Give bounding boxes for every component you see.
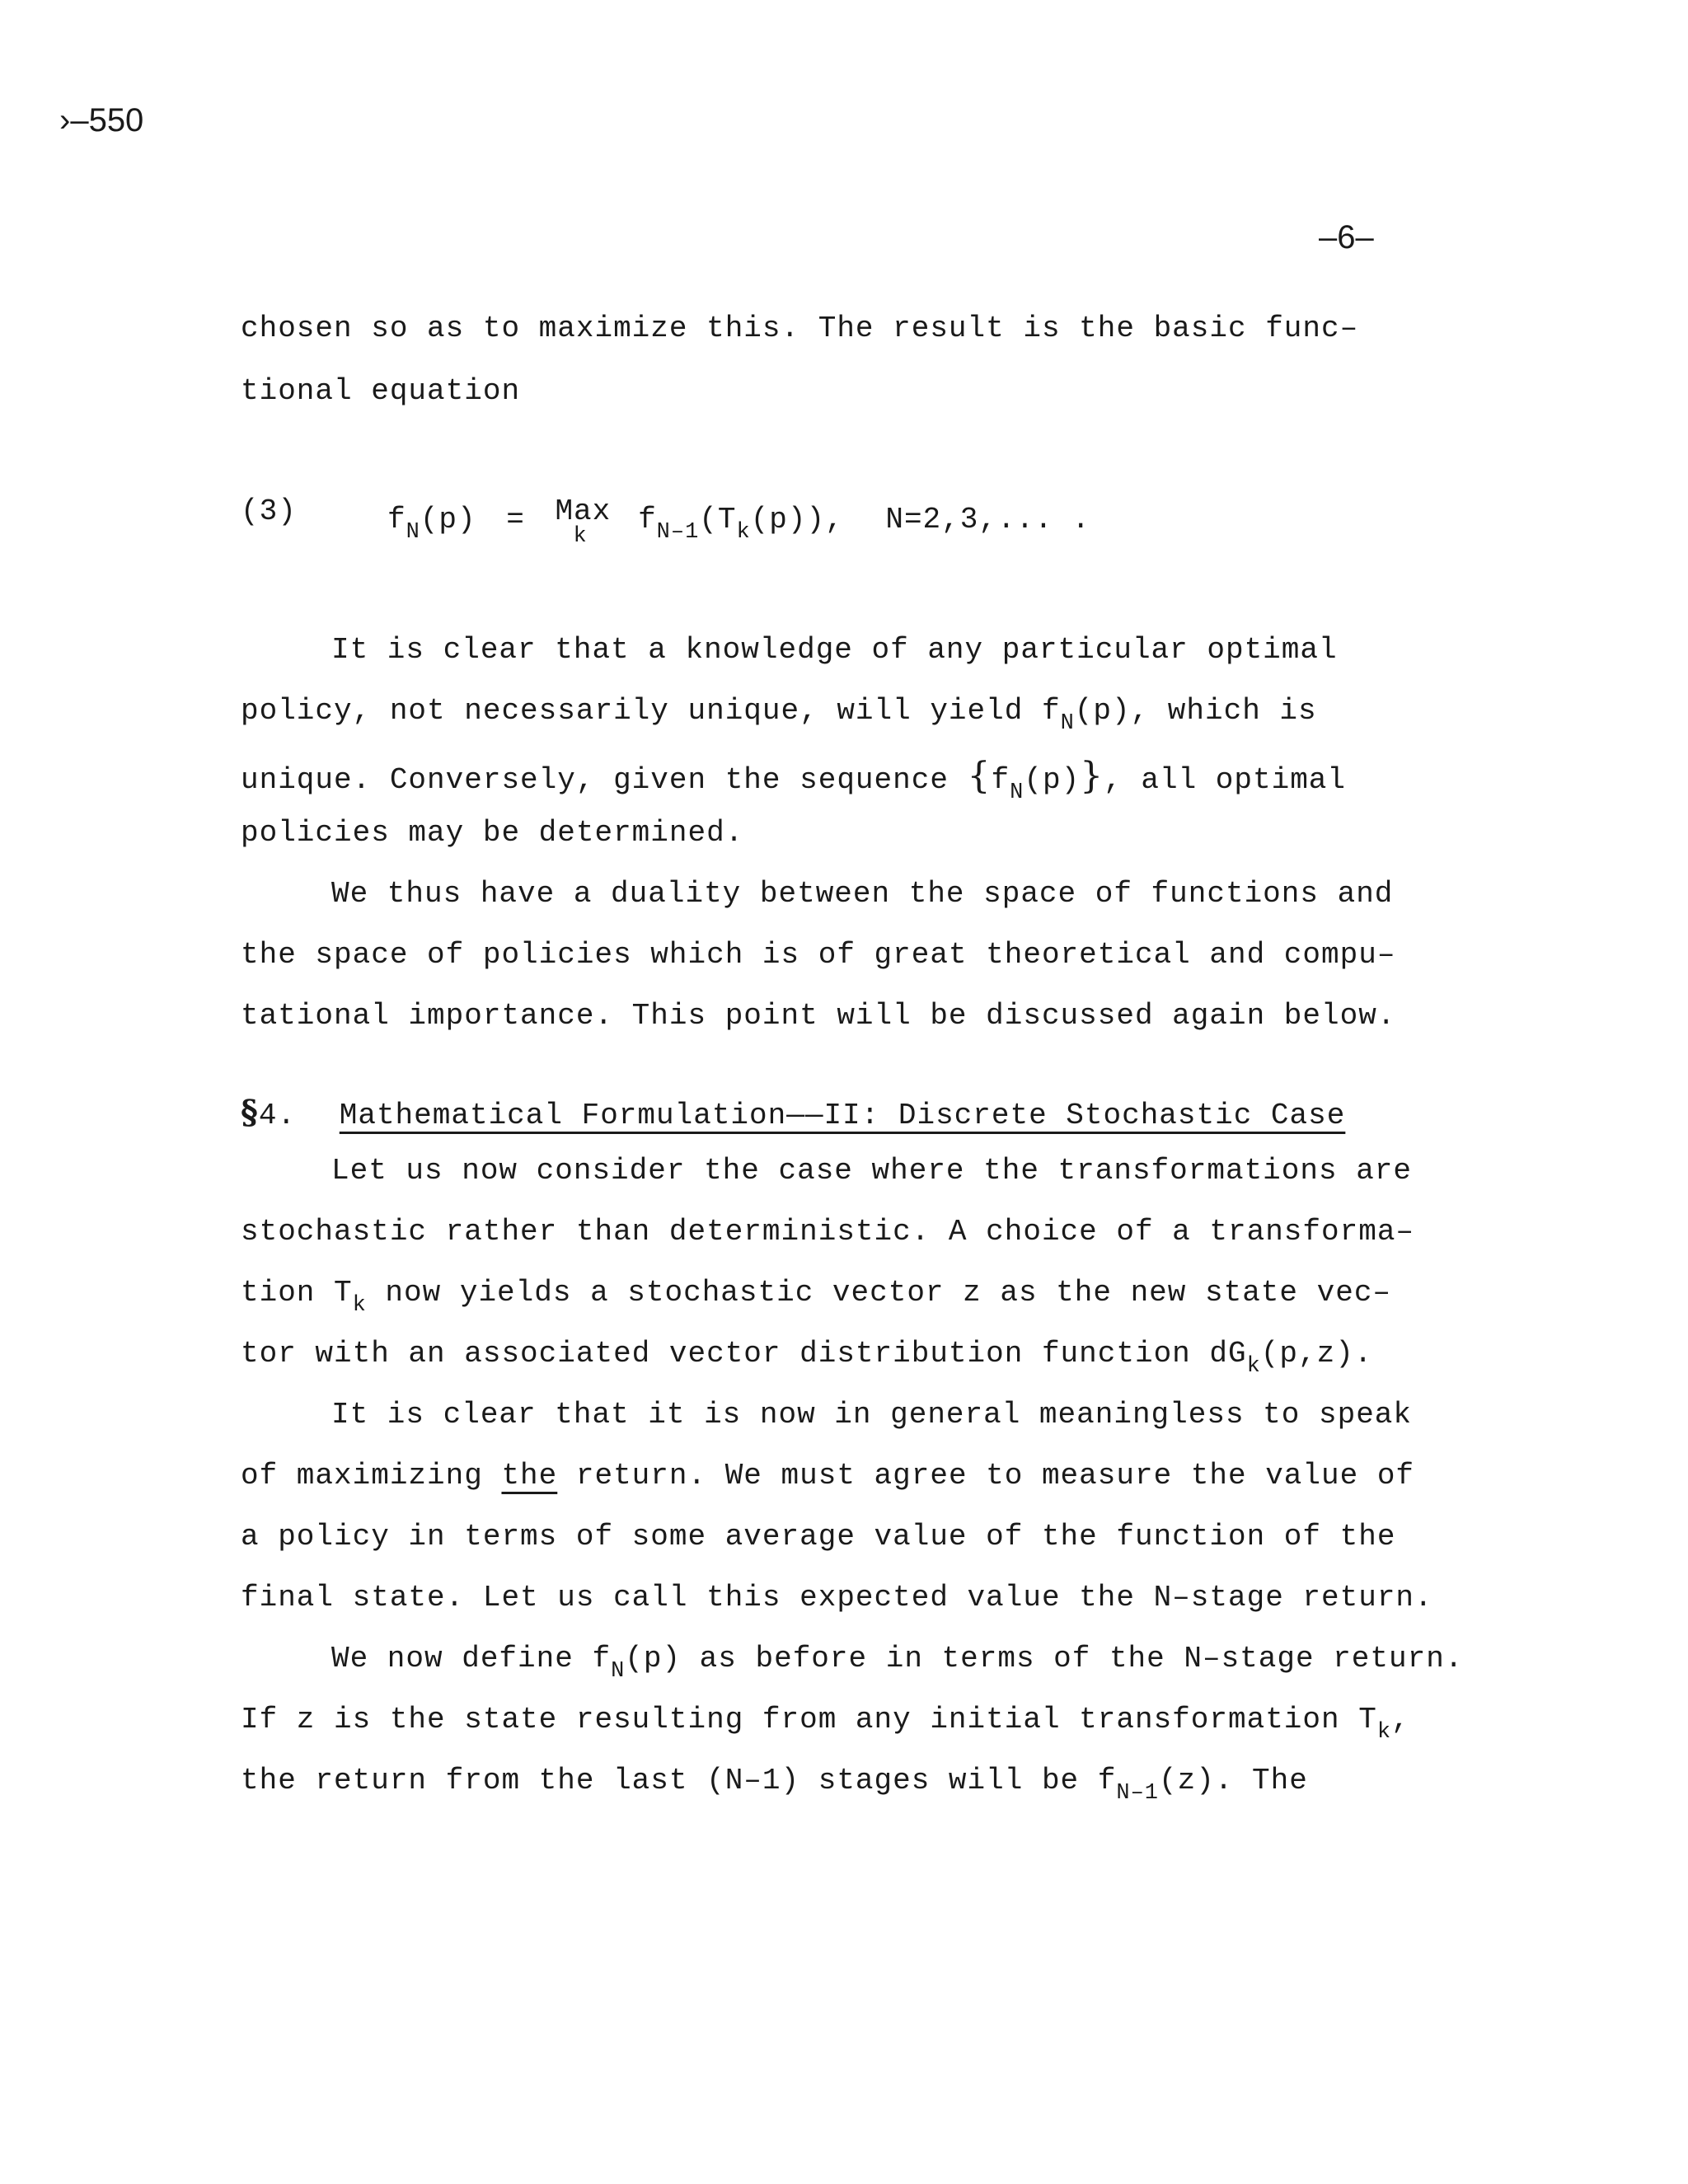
text-line: tion $T_k$ now yields a stochastic vector z as the new state vec–: [241, 1276, 1392, 1318]
brace-open: {: [967, 755, 992, 797]
max-operator: [555, 494, 619, 549]
eq-rhs-open: (T: [699, 503, 737, 537]
document-id: ›–550: [59, 102, 144, 138]
section-number: 4.: [258, 1099, 297, 1132]
text-line: We now define $f_N(p)$ as before in terms of the N–stage return.: [331, 1642, 1464, 1684]
text-line: unique. Conversely, given the sequence $\{f_N(p)\}$, all optimal: [241, 755, 1347, 805]
eq-lhs-arg: (p): [420, 503, 476, 537]
text-line: If z is the state resulting from any initial transformation $T_k$,: [241, 1703, 1410, 1745]
text-line: tor with an associated vector distribution function $dG_k(p,z)$.: [241, 1337, 1373, 1379]
text-line: final state. Let us call this expected value the N–stage return.: [241, 1581, 1433, 1615]
equation-label: (3): [241, 494, 297, 528]
eq-rhs-f: f: [638, 503, 657, 537]
eq-rhs-close: (p)),: [750, 503, 844, 537]
text-line: policy, not necessarily unique, will yield $f_N(p)$, which is: [241, 694, 1317, 736]
text-line: tational importance. This point will be discussed again below.: [241, 999, 1396, 1033]
max-label: Max: [555, 494, 612, 528]
text-line: It is clear that it is now in general meaningless to speak: [331, 1398, 1413, 1432]
text-line: chosen so as to maximize this. The result is the basic func–: [241, 312, 1359, 345]
section-title: Mathematical Formulation——II: Discrete Stochastic Case: [339, 1099, 1346, 1132]
text-line: policies may be determined.: [241, 816, 744, 850]
text-line: We thus have a duality between the space of functions and: [331, 877, 1394, 911]
eq-equals: =: [506, 503, 525, 537]
section-symbol: §: [241, 1093, 259, 1132]
section-heading: [241, 1093, 1345, 1132]
eq-lhs-sub: N: [406, 520, 420, 545]
text-line: the return from the last (N–1) stages will be $f_{N-1}(z)$. The: [241, 1764, 1308, 1806]
text-line: a policy in terms of some average value of the function of the: [241, 1520, 1396, 1554]
emphasized-the: the: [501, 1459, 558, 1493]
text-line: the space of policies which is of great theoretical and compu–: [241, 938, 1396, 972]
eq-range: N=2,3,... .: [885, 503, 1090, 537]
max-sub: k: [573, 524, 588, 549]
eq-rhs-t-sub: k: [736, 520, 751, 545]
functional-equation: [387, 494, 1090, 549]
text-line: of maximizing the return. We must agree to measure the value of: [241, 1459, 1415, 1493]
text-line: stochastic rather than deterministic. A choice of a transforma–: [241, 1215, 1415, 1249]
text-line: It is clear that a knowledge of any particular optimal: [331, 633, 1338, 667]
brace-close: }: [1080, 755, 1104, 797]
eq-lhs-f: f: [387, 503, 406, 537]
page-number: –6–: [1319, 219, 1374, 255]
text-line: Let us now consider the case where the transformations are: [331, 1154, 1413, 1188]
text-line: tional equation: [241, 374, 521, 408]
eq-rhs-sub: N–1: [656, 520, 700, 545]
